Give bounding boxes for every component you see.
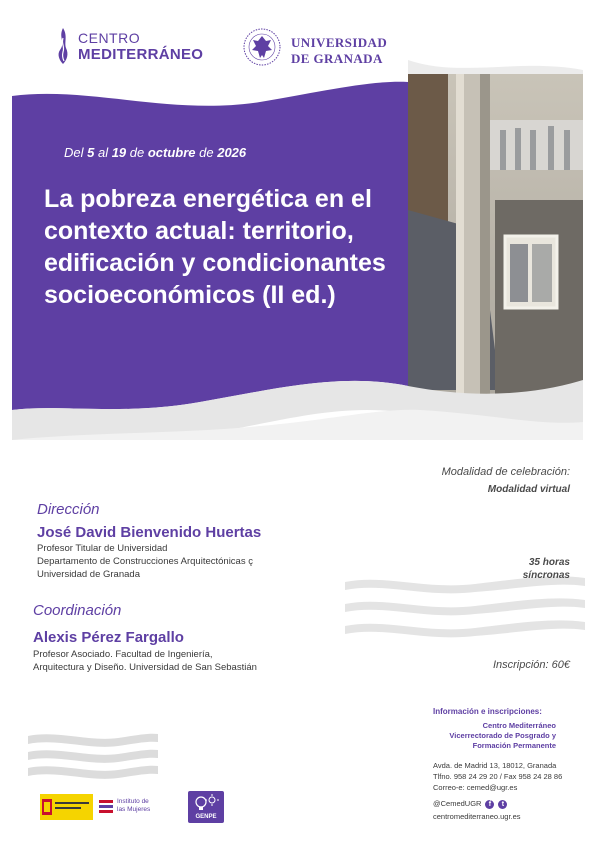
hours-line2: síncronas xyxy=(522,570,570,581)
institute-line1: Instituto de xyxy=(117,798,149,805)
direction-heading: Dirección xyxy=(37,501,100,518)
date-text: de xyxy=(126,145,148,160)
coordination-heading: Coordinación xyxy=(33,602,122,619)
contact-website[interactable]: centromediterraneo.ugr.es xyxy=(433,812,521,821)
ugr-text-line2: DE GRANADA xyxy=(291,51,383,66)
director-role: Profesor Titular de Universidad xyxy=(37,543,168,554)
ugr-text-line1: UNIVERSIDAD xyxy=(291,35,388,50)
coordinator-role-line2: Arquitectura y Diseño. Universidad de San Sebastián xyxy=(33,662,257,673)
director-name: José David Bienvenido Huertas xyxy=(37,524,262,541)
coordinator-role-line1: Profesor Asociado. Facultad de Ingeniería, xyxy=(33,649,213,660)
contact-email[interactable]: Correo-e: cemed@ugr.es xyxy=(433,783,518,792)
contact-center-line3: Formación Permanente xyxy=(472,741,556,750)
contact-phones: Tlfno. 958 24 29 20 / Fax 958 24 28 86 xyxy=(433,772,563,781)
instituto-mujeres-logo xyxy=(99,795,159,819)
ministry-logo xyxy=(40,794,93,820)
left-waves xyxy=(28,728,158,784)
hours-line1: 35 horas xyxy=(528,557,570,568)
director-university: Universidad de Granada xyxy=(37,569,140,580)
genpe-logo xyxy=(188,791,224,823)
social-handle-row xyxy=(433,799,507,809)
info-heading: Información e inscripciones: xyxy=(433,707,542,716)
genpe-label: GENPE xyxy=(195,814,217,820)
date-text: Del xyxy=(64,145,88,160)
date-start-day: 5 xyxy=(87,145,95,160)
modality-value: Modalidad virtual xyxy=(487,484,570,495)
social-handle[interactable]: @CemedUGR xyxy=(433,799,482,808)
institute-mark-icon xyxy=(99,798,115,814)
contact-center-line2: Vicerrectorado de Posgrado y xyxy=(449,731,556,740)
contact-center-line1: Centro Mediterráneo xyxy=(482,721,556,730)
date-month: octubre xyxy=(147,145,196,160)
twitter-icon[interactable]: t xyxy=(498,800,507,809)
date-text: al xyxy=(94,145,112,160)
institute-line2: las Mujeres xyxy=(117,806,151,813)
director-department: Departamento de Construcciones Arquitectónicas ç xyxy=(37,556,253,567)
logo-text-line2: MEDITERRÁNEO xyxy=(78,46,204,63)
right-waves xyxy=(345,570,585,650)
date-year: 2026 xyxy=(217,145,247,160)
facebook-icon[interactable]: f xyxy=(485,800,494,809)
logo-text-line1: CENTRO xyxy=(78,30,141,46)
building-photo xyxy=(408,74,583,440)
date-end-day: 19 xyxy=(111,145,127,160)
lightbulb-icon xyxy=(188,793,224,813)
coordinator-name: Alexis Pérez Fargallo xyxy=(33,629,184,646)
course-dates xyxy=(64,145,246,160)
modality-label: Modalidad de celebración: xyxy=(441,466,570,478)
contact-address: Avda. de Madrid 13, 18012, Granada xyxy=(433,761,557,770)
date-text: de xyxy=(195,145,218,160)
registration-price: Inscripción: 60€ xyxy=(492,659,570,671)
course-title: La pobreza energética en el contexto actual: territorio, edificación y condicionantes socioeconómicos (II ed.) xyxy=(44,185,386,309)
